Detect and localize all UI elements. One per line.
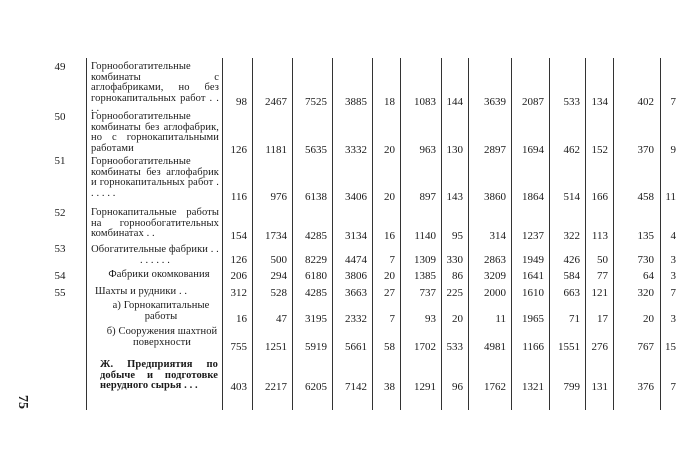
table-cell: 47: [276, 313, 287, 325]
page-number: 75: [15, 395, 30, 409]
row-number: 53: [54, 243, 66, 255]
row-label: Фабрики окомкования: [108, 269, 210, 280]
table-cell: 514: [563, 191, 580, 203]
table-cell: 1610: [522, 287, 544, 299]
table-cell: 402: [637, 96, 654, 108]
table-cell: 533: [563, 96, 580, 108]
table-cell: 7: [670, 287, 676, 299]
table-cell: 426: [563, 254, 580, 266]
table-cell: 1965: [522, 313, 544, 325]
table-cell: 3332: [345, 144, 367, 156]
table-cell: 897: [419, 191, 436, 203]
row-number: 54: [54, 270, 66, 282]
table-cell: 5661: [345, 341, 367, 353]
table-cell: 3134: [345, 230, 367, 242]
table-cell: 86: [452, 270, 463, 282]
table-cell: 4285: [305, 287, 327, 299]
table-cell: 799: [563, 381, 580, 393]
table-cell: 963: [419, 144, 436, 156]
table-cell: 71: [569, 313, 580, 325]
column-rule: [252, 58, 253, 410]
column-rule: [332, 58, 333, 410]
table-cell: 17: [597, 313, 608, 325]
row-label: Шахты и рудники . .: [95, 286, 188, 297]
table-cell: 533: [446, 341, 463, 353]
column-rule: [441, 58, 442, 410]
table-cell: 20: [452, 313, 463, 325]
table-cell: 2087: [522, 96, 544, 108]
table-cell: 126: [230, 254, 247, 266]
table-cell: 2863: [484, 254, 506, 266]
table-cell: 320: [637, 287, 654, 299]
table-cell: 312: [230, 287, 247, 299]
table-cell: 152: [591, 144, 608, 156]
table-cell: 330: [446, 254, 463, 266]
column-rule: [613, 58, 614, 410]
table-cell: 1551: [558, 341, 580, 353]
table-cell: 663: [563, 287, 580, 299]
table-cell: 38: [384, 381, 395, 393]
table-cell: 584: [563, 270, 580, 282]
row-label: Горнообогатительные комбинаты без аглофабрик и горнокапитальных работ . . . . . .: [91, 156, 219, 199]
table-cell: 1237: [522, 230, 544, 242]
row-label: б) Сооружения шахтной поверхности: [106, 326, 218, 348]
table-cell: 16: [236, 313, 247, 325]
table-cell: 3209: [484, 270, 506, 282]
table-cell: 737: [419, 287, 436, 299]
table-cell: 500: [270, 254, 287, 266]
table-cell: 20: [384, 191, 395, 203]
table-cell: 376: [637, 381, 654, 393]
column-rule: [585, 58, 586, 410]
table-cell: 6205: [305, 381, 327, 393]
column-rule: [222, 58, 223, 410]
table-cell: 3806: [345, 270, 367, 282]
row-number: 49: [54, 61, 66, 73]
table-cell: 1083: [414, 96, 436, 108]
table-cell: 93: [425, 313, 436, 325]
table-cell: 1762: [484, 381, 506, 393]
table-cell: 98: [236, 96, 247, 108]
table-cell: 144: [446, 96, 463, 108]
table-cell: 370: [637, 144, 654, 156]
table-cell: 314: [489, 230, 506, 242]
table-cell: 20: [643, 313, 654, 325]
table-cell: 154: [230, 230, 247, 242]
row-label: Горнообогатительные комбинаты с аглофабриками, но без горнокапитальных работ . . . .: [91, 61, 219, 114]
table-cell: 767: [637, 341, 654, 353]
table-cell: 96: [452, 381, 463, 393]
table-cell: 225: [446, 287, 463, 299]
column-rule: [400, 58, 401, 410]
table-cell: 1949: [522, 254, 544, 266]
row-label: Обогатительные фабрики . . . . . . . .: [91, 244, 219, 266]
table-cell: 1734: [265, 230, 287, 242]
table-cell: 1181: [265, 144, 287, 156]
table-cell: 322: [563, 230, 580, 242]
table-cell: 5919: [305, 341, 327, 353]
table-cell: 2217: [265, 381, 287, 393]
table-cell: 11: [495, 313, 506, 325]
table-cell: 20: [384, 270, 395, 282]
column-rule: [86, 58, 87, 410]
column-rule: [372, 58, 373, 410]
table-cell: 1702: [414, 341, 436, 353]
table-cell: 294: [270, 270, 287, 282]
table-cell: 458: [637, 191, 654, 203]
table-cell: 50: [597, 254, 608, 266]
table-cell: 5635: [305, 144, 327, 156]
table-cell: 3195: [305, 313, 327, 325]
table-cell: 1140: [414, 230, 436, 242]
table-cell: 126: [230, 144, 247, 156]
table-cell: 1309: [414, 254, 436, 266]
table-cell: 121: [591, 287, 608, 299]
column-rule: [292, 58, 293, 410]
table-cell: 755: [230, 341, 247, 353]
table-cell: 3885: [345, 96, 367, 108]
table-cell: 3: [670, 270, 676, 282]
table-cell: 1291: [414, 381, 436, 393]
table-cell: 20: [384, 144, 395, 156]
table-cell: 130: [446, 144, 463, 156]
table-cell: 18: [384, 96, 395, 108]
table-cell: 3860: [484, 191, 506, 203]
table-cell: 1641: [522, 270, 544, 282]
table-cell: 4981: [484, 341, 506, 353]
table-cell: 3639: [484, 96, 506, 108]
table-cell: 7525: [305, 96, 327, 108]
table-cell: 1321: [522, 381, 544, 393]
table-cell: 16: [384, 230, 395, 242]
table-cell: 2332: [345, 313, 367, 325]
table-cell: 1251: [265, 341, 287, 353]
table-cell: 1166: [522, 341, 544, 353]
table-cell: 276: [591, 341, 608, 353]
column-rule: [549, 58, 550, 410]
row-number: 51: [54, 155, 66, 167]
table-cell: 4285: [305, 230, 327, 242]
column-rule: [468, 58, 469, 410]
row-number: 55: [54, 287, 66, 299]
row-label: Горнообогатительные комбинаты без аглофабрик, но с горнокапитальными работами: [91, 111, 219, 154]
table-cell: 3: [670, 254, 676, 266]
row-label: а) Горнокапитальные работы: [112, 300, 210, 322]
table-cell: 166: [591, 191, 608, 203]
column-rule: [511, 58, 512, 410]
table-cell: 6180: [305, 270, 327, 282]
table-cell: 77: [597, 270, 608, 282]
table-cell: 7142: [345, 381, 367, 393]
table-cell: 4474: [345, 254, 367, 266]
table-cell: 4: [670, 230, 676, 242]
table-cell: 730: [637, 254, 654, 266]
row-number: 52: [54, 207, 66, 219]
table-cell: 116: [230, 191, 247, 203]
table-cell: 528: [270, 287, 287, 299]
table-cell: 1864: [522, 191, 544, 203]
table-cell: 1385: [414, 270, 436, 282]
table-cell: 143: [446, 191, 463, 203]
table-cell: 7: [389, 313, 395, 325]
column-rule: [660, 58, 661, 410]
table-cell: 58: [384, 341, 395, 353]
table-cell: 8229: [305, 254, 327, 266]
table-cell: 3: [670, 313, 676, 325]
table-cell: 3406: [345, 191, 367, 203]
table-cell: 206: [230, 270, 247, 282]
row-number: 50: [54, 111, 66, 123]
row-label: Горнокапитальные работы на горнообогатительных комбинатах . .: [91, 207, 219, 239]
table-cell: 2000: [484, 287, 506, 299]
table-cell: 1694: [522, 144, 544, 156]
table-cell: 7: [670, 96, 676, 108]
row-label: Ж. Предприятия по добыче и подготовке нерудного сырья . . .: [100, 359, 218, 391]
table-cell: 976: [270, 191, 287, 203]
table-cell: 134: [591, 96, 608, 108]
table-cell: 95: [452, 230, 463, 242]
table-cell: 7: [670, 381, 676, 393]
table-cell: 403: [230, 381, 247, 393]
table-cell: 135: [637, 230, 654, 242]
table-cell: 3663: [345, 287, 367, 299]
table-cell: 131: [591, 381, 608, 393]
table-cell: 15: [665, 341, 676, 353]
table-cell: 9: [670, 144, 676, 156]
table-cell: 2897: [484, 144, 506, 156]
table-cell: 2467: [265, 96, 287, 108]
table-cell: 11: [665, 191, 676, 203]
table-cell: 462: [563, 144, 580, 156]
table-cell: 7: [389, 254, 395, 266]
table-cell: 113: [591, 230, 608, 242]
table-cell: 6138: [305, 191, 327, 203]
table-cell: 64: [643, 270, 654, 282]
table-cell: 27: [384, 287, 395, 299]
